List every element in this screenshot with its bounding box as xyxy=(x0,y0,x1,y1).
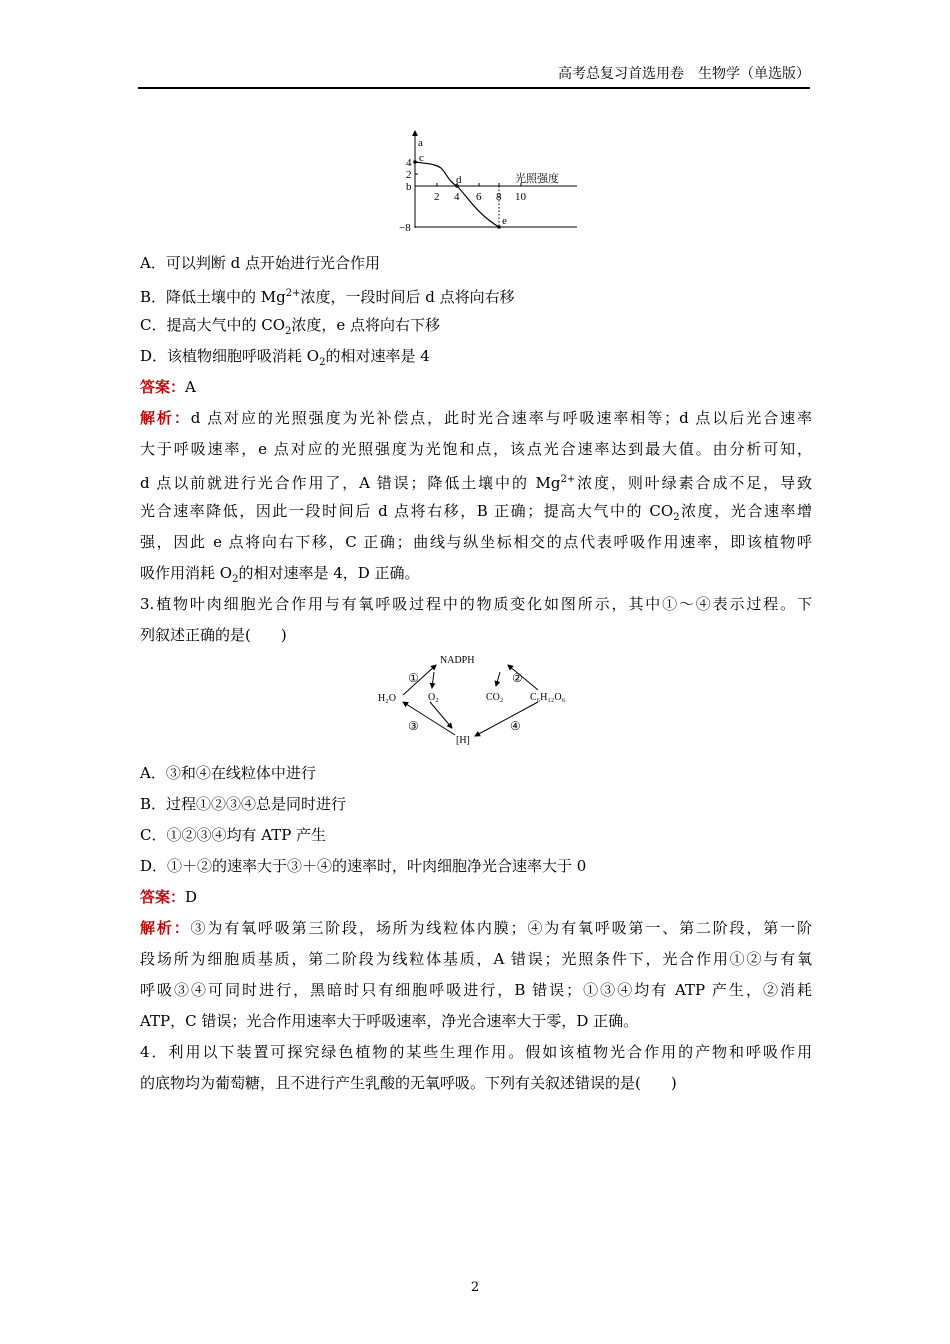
light-curve-figure xyxy=(385,128,585,233)
arrow-co2 xyxy=(496,672,500,686)
q2-analysis-line: 吸作用消耗 $O_2$的相对速率是 4，D 正确。 xyxy=(140,564,420,585)
x-tick: 8 xyxy=(496,191,502,203)
point-a: a xyxy=(418,137,423,149)
label-glucose: C₆H₁₂O₆ xyxy=(530,692,566,703)
q3-analysis-line: 段场所为细胞质基质，第二阶段为线粒体基质，A 错误；光照条件下，光合作用①②与有氧 xyxy=(140,950,812,968)
arrow-3b xyxy=(430,702,452,728)
label-nadph: NADPH xyxy=(440,655,475,666)
q2-analysis-line: d 点以前就进行光合作用了，A 错误；降低土壤中的 $Mg^{2+}$浓度，则叶绿素合成不足，导致 xyxy=(140,474,812,492)
q3-analysis-line: 呼吸③④可同时进行，黑暗时只有细胞呼吸进行，B 错误；①③④均有 ATP 产生，②消耗 xyxy=(140,981,812,999)
label-process-2: ② xyxy=(512,671,523,685)
x-tick: 6 xyxy=(476,191,482,203)
q2-analysis-line: 强，因此 e 点将向右下移，C 正确；曲线与纵坐标相交的点代表呼吸作用速率，即该植物呼 xyxy=(140,533,812,551)
label-process-3: ③ xyxy=(408,719,419,733)
x-tick: 2 xyxy=(434,191,440,203)
q3-stem: 列叙述正确的是( ) xyxy=(140,626,287,644)
x-tick: 4 xyxy=(454,191,460,203)
material-cycle-diagram xyxy=(370,650,585,745)
q2-option-d: D．该植物细胞呼吸消耗 $O_2$的相对速率是 4 xyxy=(140,347,430,368)
header-title: 高考总复习首选用卷 生物学（单选版） xyxy=(558,66,810,82)
q2-analysis-line: 光合速率降低，因此一段时间后 d 点将右移，B 正确；提高大气中的 $CO_2$浓度，光合速率增 xyxy=(140,502,812,523)
q4-stem: 的底物均为葡萄糖，且不进行产生乳酸的无氧呼吸。下列有关叙述错误的是( ) xyxy=(140,1074,677,1092)
x-tick: 10 xyxy=(515,191,526,203)
label-o2: O₂ xyxy=(428,692,439,703)
y-tick: 4 xyxy=(406,157,412,169)
arrow-o2 xyxy=(432,672,434,688)
point-d: d xyxy=(456,174,462,186)
y-tick: −8 xyxy=(399,222,411,233)
q3-analysis-line: 解析：③为有氧呼吸第三阶段，场所为线粒体内膜；④为有氧呼吸第一、第二阶段，第一阶 xyxy=(140,919,812,937)
label-h2o: H₂O xyxy=(378,693,396,704)
x-axis-label: 光照强度 xyxy=(515,173,559,185)
q3-option-b: B．过程①②③④总是同时进行 xyxy=(140,795,347,813)
q3-stem: 3.植物叶肉细胞光合作用与有氧呼吸过程中的物质变化如图所示，其中①～④表示过程。下 xyxy=(140,595,812,613)
q3-option-d: D．①＋②的速率大于③＋④的速率时，叶肉细胞净光合速率大于 0 xyxy=(140,857,587,875)
label-co2: CO₂ xyxy=(486,692,504,703)
point-c: c xyxy=(419,152,424,164)
label-process-4: ④ xyxy=(510,719,521,733)
label-h: [H] xyxy=(456,735,470,745)
q3-option-c: C．①②③④均有 ATP 产生 xyxy=(140,826,327,844)
page-number: 2 xyxy=(470,1280,480,1295)
q3-option-a: A．③和④在线粒体中进行 xyxy=(140,764,316,782)
q2-option-c: C．提高大气中的 $CO_2$浓度，e 点将向右下移 xyxy=(140,316,441,337)
page-header xyxy=(138,63,810,89)
q2-answer: 答案：A xyxy=(140,378,196,396)
point-e: e xyxy=(502,215,507,227)
y-tick: b xyxy=(406,181,412,193)
q4-stem: 4．利用以下装置可探究绿色植物的某些生理作用。假如该植物光合作用的产物和呼吸作用 xyxy=(140,1043,812,1061)
q2-option-a: A．可以判断 d 点开始进行光合作用 xyxy=(140,254,380,272)
label-process-1: ① xyxy=(408,671,419,685)
q2-option-b: B．降低土壤中的 $Mg^{2+}$浓度，一段时间后 d 点将向右移 xyxy=(140,288,515,306)
y-tick: 2 xyxy=(406,169,412,181)
q2-analysis-line: 解析：d 点对应的光照强度为光补偿点，此时光合速率与呼吸速率相等；d 点以后光合速率 xyxy=(140,409,812,427)
q2-analysis-line: 大于呼吸速率，e 点对应的光照强度为光饱和点，该点光合速率达到最大值。由分析可知， xyxy=(140,440,812,458)
q3-analysis-line: ATP，C 错误；光合作用速率大于呼吸速率，净光合速率大于零，D 正确。 xyxy=(140,1012,639,1030)
q3-answer: 答案：D xyxy=(140,888,198,906)
arrow-4 xyxy=(475,702,538,736)
